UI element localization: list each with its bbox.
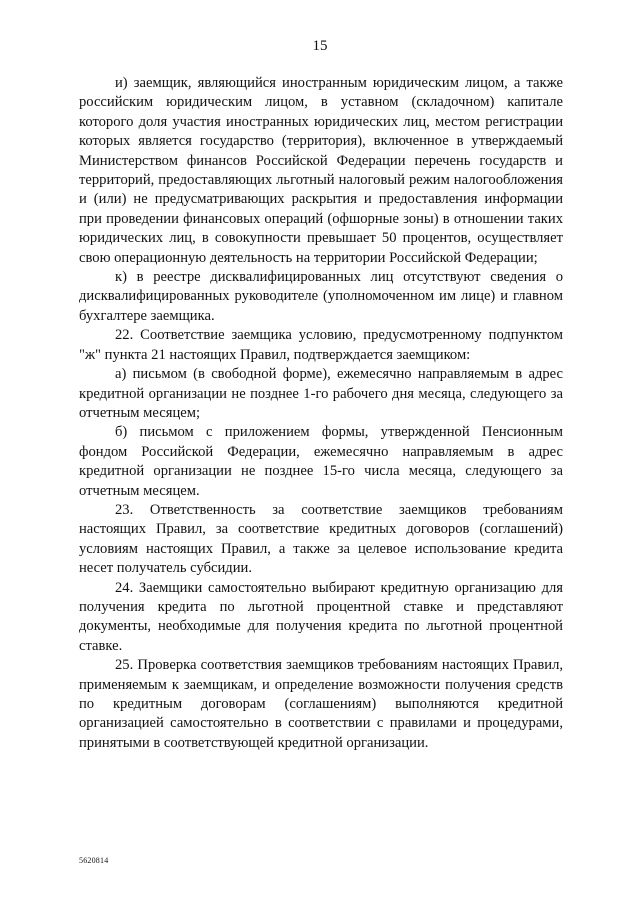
paragraph-22: 22. Соответствие заемщика условию, предусмотренному подпунктом "ж" пункта 21 настоящих Правил, подтверждается заемщиком: — [79, 327, 563, 363]
paragraph-25: 25. Проверка соответствия заемщиков требованиям настоящих Правил, применяемым к заемщикам, и определение возможности получения средств по кредитным договорам (соглашениям) выполняются кредитной организацией самостоятельно в соответствии с правилами и процедурами, принятыми в соответствующей кредитной организации. — [79, 657, 563, 751]
document-body — [79, 74, 563, 753]
paragraph-item-k: к) в реестре дисквалифицированных лиц отсутствуют сведения о дисквалифицированных руководителе (уполномоченном им лице) и главном бухгалтере заемщика. — [79, 269, 563, 324]
paragraph-22-a: а) письмом (в свободной форме), ежемесячно направляемым в адрес кредитной организации не позднее 1-го рабочего дня месяца, следующего за отчетным месяцем; — [79, 366, 563, 421]
paragraph-24: 24. Заемщики самостоятельно выбирают кредитную организацию для получения кредита по льготной процентной ставке и представляют документы, необходимые для получения кредита по льготной процентной ставке. — [79, 579, 563, 654]
footer-document-code: 5620814 — [79, 856, 109, 865]
page-number: 15 — [312, 38, 328, 54]
paragraph-item-i: и) заемщик, являющийся иностранным юридическим лицом, а также российским юридическим лицом, в уставном (складочном) капитале которого доля участия иностранных юридических лиц, местом регистрации которых является государство (территория), включенное в утверждаемый Министерством финансов Российской Федерации перечень государств и территорий, предоставляющих льготный налоговый режим налогообложения и (или) не предусматривающих раскрытия и предоставления информации при проведении финансовых операций (офшорные зоны) в отношении таких юридических лиц, в совокупности превышает 50 процентов, осуществляет свою операционную деятельность на территории Российской Федерации; — [79, 75, 563, 266]
paragraph-22-b: б) письмом с приложением формы, утвержденной Пенсионным фондом Российской Федерации, ежемесячно направляемым в адрес кредитной организации не позднее 15-го числа месяца, следующего за отчетным месяцем. — [79, 424, 563, 499]
paragraph-23: 23. Ответственность за соответствие заемщиков требованиям настоящих Правил, за соответствие кредитных договоров (соглашений) условиям настоящих Правил, а также за целевое использование кредита несет получатель субсидии. — [79, 501, 563, 577]
